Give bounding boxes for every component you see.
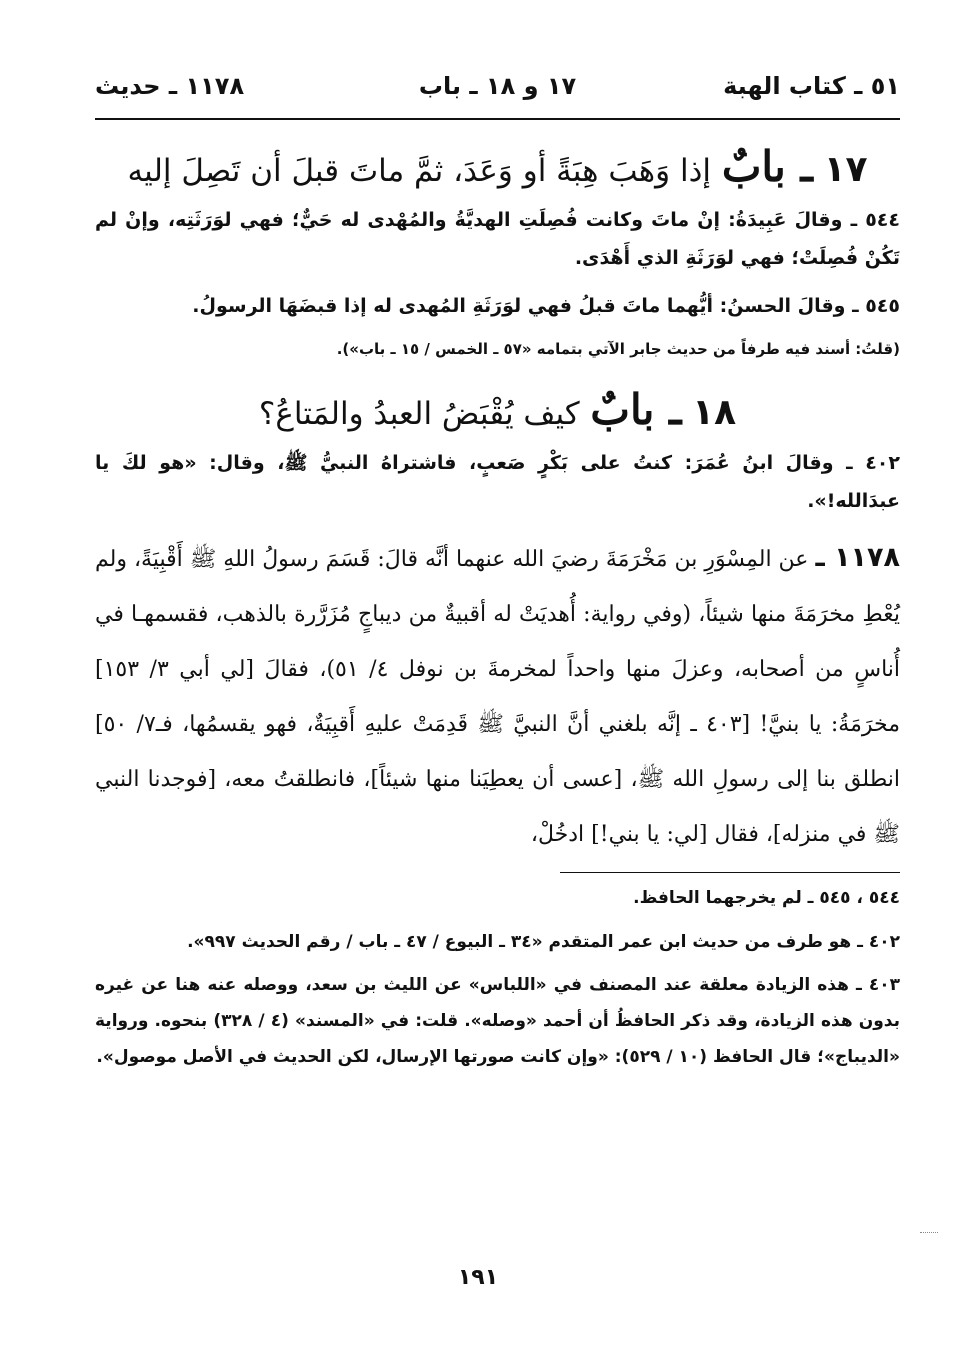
athar-544: ٥٤٤ ـ وقالَ عَبِيدَةُ: إنْ ماتَ وكانت فُصِلَتِ الهديَّةُ والمُهْدى له حَيٌّ؛ فهي لوَرَثَتِه، وإنْ لم تَكُنْ فُصِلَتْ؛ فهي لوَرَثَةِ الذي أَهْدَى. xyxy=(95,209,900,269)
header-book-title: ٥١ ـ كتاب الهبة xyxy=(723,72,900,100)
chapter-number: ١٨ xyxy=(692,392,737,433)
editor-note: (قلتُ: أسند فيه طرفاً من حديث جابر الآتي بتمامه «٥٧ ـ الخمس / ١٥ ـ باب»). xyxy=(336,340,900,358)
chapter-17-heading xyxy=(95,142,900,191)
footnote-rule xyxy=(560,872,900,873)
header-rule xyxy=(95,118,900,120)
running-header xyxy=(95,60,900,108)
chapter-title: كيف يُقْبَضُ العبدُ والمَتاعُ؟ xyxy=(258,396,580,432)
hadith-text: عن المِسْوَرِ بن مَخْرَمَةَ رضيَ الله عنهما أنَّه قالَ: قَسَمَ رسولُ اللهِ ﷺ أَقْبِيَةً، ولم يُعْطِ مخرَمَةَ منها شيئاً، (وفي رواية: أُهديَتْ له أقبيةٌ من ديباجٍ مُزَرَّرة بالذهب، فقسمهـا في أُناسٍ من أصحابه، وعزلَ منها واحداً لمخرمةَ بن نوفل ٤/ ٥١)، فقالَ [لي أبي ٣/ ١٥٣] مخرَمَةُ: يا بنيَّ! [٤٠٣ ـ إنَّه بلغني أنَّ النبيَّ ﷺ قَدِمَتْ عليهِ أَقبِيَةٌ، فهو يقسمُها، فـ٧/ ٥٠] انطلق بنا إلى رسولِ الله ﷺ، [عسى أن يعطِيَنا منها شيئاً]، فانطلقتُ معه، [فوجدنا النبي ﷺ في منزله]، فقال [لي: يا بني!] ادخُلْ، xyxy=(94,547,901,847)
footnote-402: ٤٠٢ ـ هو طرف من حديث ابن عمر المتقدم «٣٤ ـ البيوع / ٤٧ ـ باب / رقم الحديث ٩٩٧». xyxy=(187,932,900,952)
chapter-bab-label: ـ بابٌ xyxy=(721,142,813,191)
footnote-544-545: ٥٤٤ ، ٥٤٥ ـ لم يخرجهما الحافظ. xyxy=(633,888,900,908)
chapter-bab-label: ـ بابٌ xyxy=(590,385,682,434)
hadith-number: ١١٧٨ ـ xyxy=(815,542,900,573)
margin-mark xyxy=(920,1232,938,1235)
header-chapter-range: ١٧ و ١٨ ـ باب xyxy=(418,72,577,100)
book-page xyxy=(95,60,900,1081)
athar-545: ٥٤٥ ـ وقالَ الحسنُ: أيُّهما ماتَ قبلُ فهي لوَرَثَةِ المُهدى له إذا قبضَهَا الرسولُ. xyxy=(192,295,900,317)
footnote-403: ٤٠٣ ـ هذه الزيادة معلقة عند المصنف في «اللباس» عن الليث بن سعد، ووصله عنه هنا عن غيره بدون هذه الزيادة، وقد ذكر الحافظُ أن أحمد «وصله». قلت: في «المسند» (٤ / ٣٢٨) بنحوه. ورواية «الديباج»؛ قال الحافظ (١٠ / ٥٢٩): «وإن كانت صورتها الإرسال، لكن الحديث في الأصل موصول». xyxy=(95,975,901,1067)
chapter-number: ١٧ xyxy=(823,149,868,190)
hadith-1178 xyxy=(95,530,900,862)
chapter-18-heading xyxy=(95,385,900,434)
header-hadith-range: ١١٧٨ ـ حديث xyxy=(95,72,245,100)
athar-402: ٤٠٢ ـ وقالَ ابنُ عُمَرَ: كنتُ على بَكْرٍ صَعبٍ، فاشتراهُ النبيُّ ﷺ، وقال: «هو لكَ يا عبدَالله!». xyxy=(95,452,900,512)
page-number: ١٩١ xyxy=(457,1265,499,1290)
chapter-title: إذا وَهَبَ هِبَةً أو وَعَدَ، ثمَّ ماتَ قبلَ أن تَصِلَ إليه xyxy=(127,153,712,189)
